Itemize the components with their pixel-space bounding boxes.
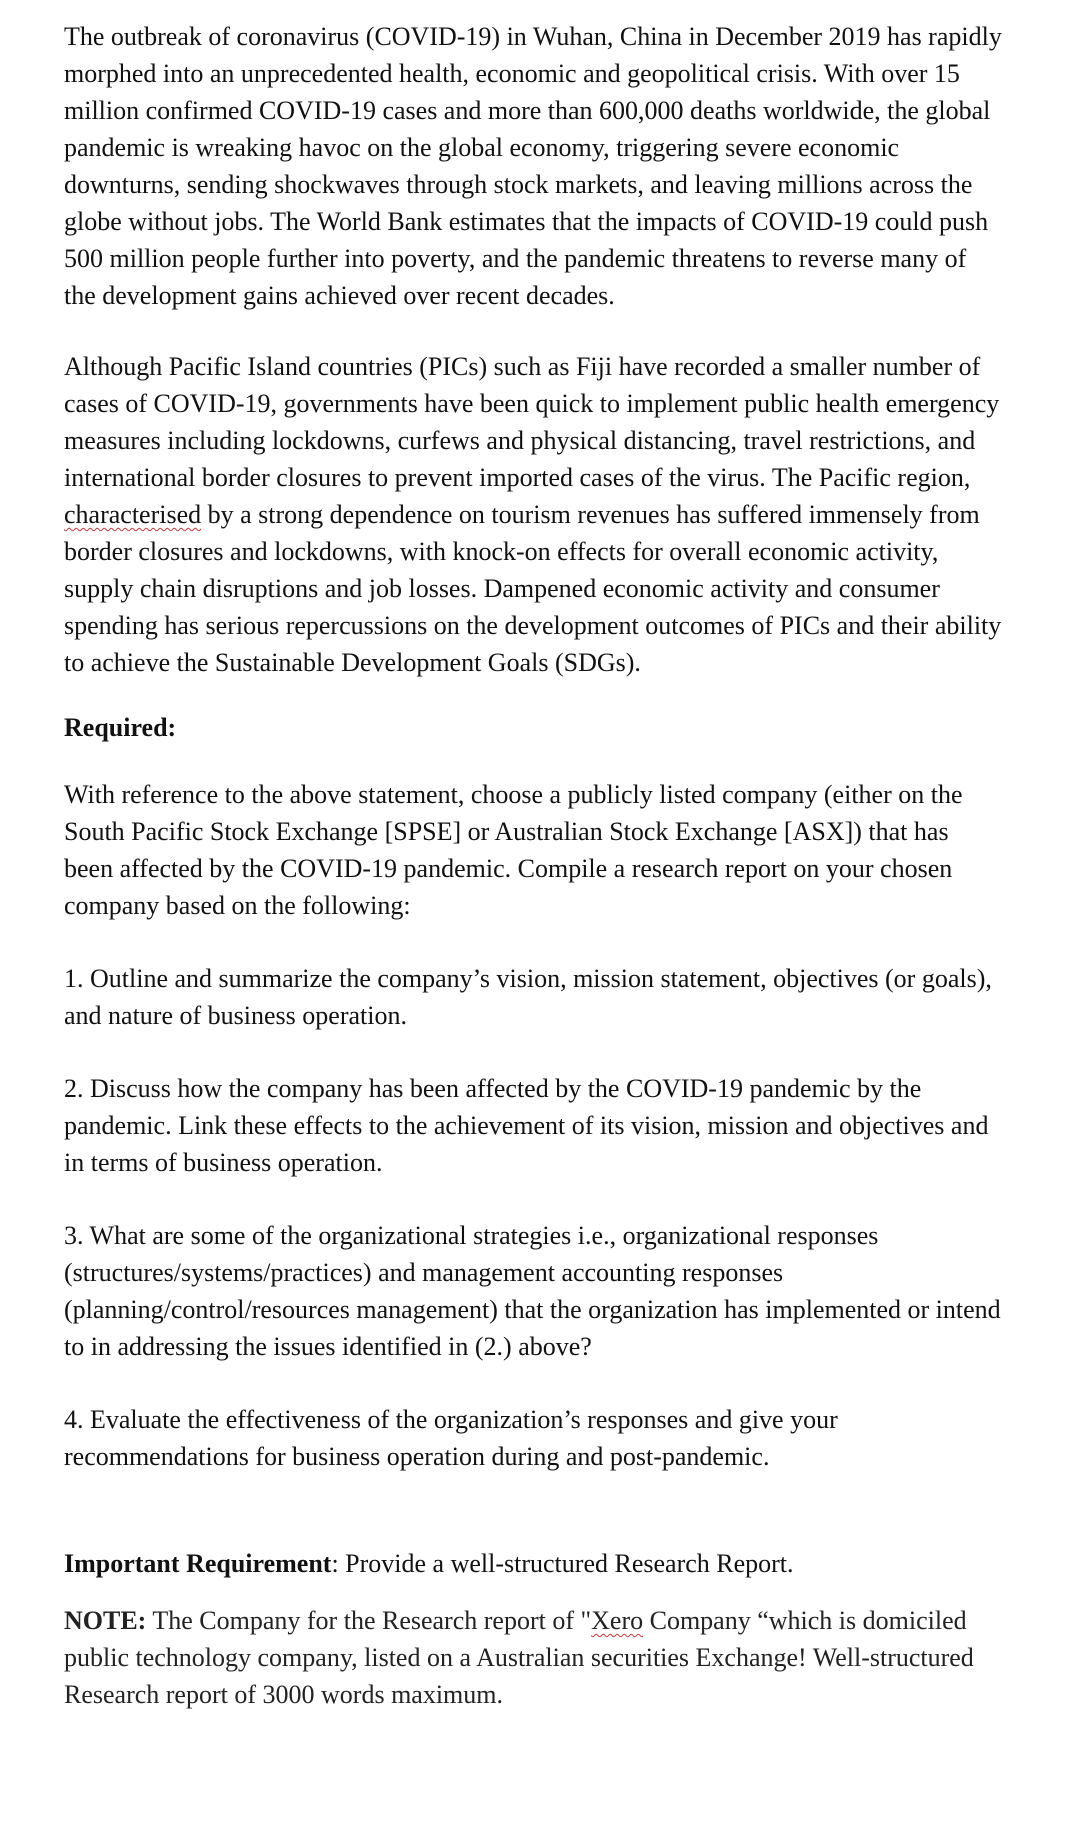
important-label: Important Requirement <box>64 1549 332 1578</box>
task-paragraph: With reference to the above statement, choose a publicly listed company (either on the South Pacific Stock Exchange [SPSE] or Australian Stock Exchange [ASX]) that has been affected by the COVID-19 pandemic. Compile a research report on your chosen company based on the following: <box>64 780 963 920</box>
note-paragraph <box>64 1602 1004 1713</box>
note-text-start: The Company for the Research report of " <box>146 1606 592 1635</box>
required-heading: Required: <box>64 713 177 742</box>
pacific-text-end: by a strong dependence on tourism revenues has suffered immensely from border closures and lockdowns, with knock-on effects for overall economic activity, supply chain disruptions and job losses. Dampened economic activity and consumer spending has serious repercussions on the development outcomes of PICs and their ability to achieve the Sustainable Development Goals (SDGs). <box>64 500 1002 677</box>
note-flagged-word: Xero <box>591 1606 644 1635</box>
pacific-text-start: Although Pacific Island countries (PICs) such as Fiji have recorded a smaller number of cases of COVID-19, governments have been quick to implement public health emergency measures including lockdowns, curfews and physical distancing, travel restrictions, and international border closures to prevent imported cases of the virus. The Pacific region, <box>64 352 1000 492</box>
question-1: 1. Outline and summarize the company’s vision, mission statement, objectives (or goals), and nature of business operation. <box>64 964 992 1030</box>
note-text-end: Company “which is domiciled public technology company, listed on a Australian securities Exchange! Well-structured Research report of 3000 words maximum. <box>64 1606 974 1709</box>
important-requirement <box>64 1545 1004 1582</box>
note-label: NOTE: <box>64 1606 147 1635</box>
pacific-paragraph <box>64 348 1004 681</box>
important-text: : Provide a well-structured Research Report. <box>331 1549 794 1578</box>
question-3: 3. What are some of the organizational strategies i.e., organizational responses (structures/systems/practices) and management accounting responses (planning/control/resources management) that the organization has implemented or intend to in addressing the issues identified in (2.) above? <box>64 1221 1001 1361</box>
document-page <box>64 18 1004 1713</box>
question-2: 2. Discuss how the company has been affected by the COVID-19 pandemic by the pandemic. Link these effects to the achievement of its vision, mission and objectives and in terms of business operation. <box>64 1074 989 1177</box>
intro-paragraph: The outbreak of coronavirus (COVID-19) in Wuhan, China in December 2019 has rapidly morphed into an unprecedented health, economic and geopolitical crisis. With over 15 million confirmed COVID-19 cases and more than 600,000 deaths worldwide, the global pandemic is wreaking havoc on the global economy, triggering severe economic downturns, sending shockwaves through stock markets, and leaving millions across the globe without jobs. The World Bank estimates that the impacts of COVID-19 could push 500 million people further into poverty, and the pandemic threatens to reverse many of the development gains achieved over recent decades. <box>64 22 1002 310</box>
question-4: 4. Evaluate the effectiveness of the organization’s responses and give your recommendations for business operation during and post-pandemic. <box>64 1405 838 1471</box>
spellcheck-flagged-word: characterised <box>64 500 202 529</box>
